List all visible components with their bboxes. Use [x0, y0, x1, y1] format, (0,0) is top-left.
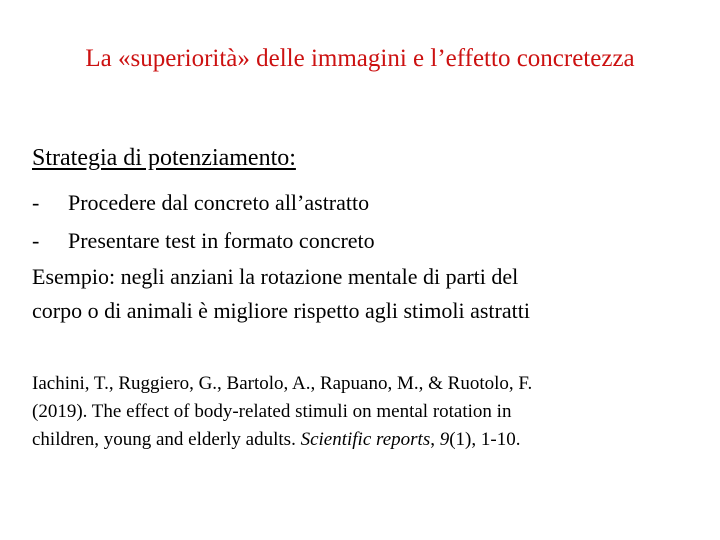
strategy-heading: Strategia di potenziamento: [32, 145, 296, 171]
slide-content [32, 141, 712, 454]
bullet-dash: - [32, 228, 40, 253]
example-line: corpo o di animali è migliore rispetto agli stimoli astratti [32, 298, 530, 323]
reference-issue-pages: (1), 1-10. [449, 429, 521, 450]
reference-citation [32, 370, 712, 454]
reference-separator: , [430, 429, 440, 450]
bullet-list [32, 184, 712, 260]
reference-journal: Scientific reports [300, 429, 431, 450]
reference-authors-tail: children, young and elderly adults. [32, 429, 301, 450]
bullet-text: Procedere dal concreto all’astratto [68, 190, 370, 215]
example-line: Esempio: negli anziani la rotazione mentale di parti del [32, 264, 519, 289]
reference-line-2: (2019). The effect of body-related stimuli on mental rotation in [32, 401, 512, 422]
bullet-item [32, 222, 712, 260]
reference-line-3 [32, 426, 712, 454]
slide-title: La «superiorità» delle immagini e l’effetto concretezza [85, 45, 635, 72]
example-paragraph [32, 260, 692, 328]
reference-volume: 9 [439, 429, 450, 450]
bullet-text: Presentare test in formato concreto [68, 228, 375, 253]
bullet-dash: - [32, 190, 40, 215]
reference-line-1: Iachini, T., Ruggiero, G., Bartolo, A., Rapuano, M., & Ruotolo, F. [32, 373, 533, 394]
bullet-item [32, 184, 712, 222]
